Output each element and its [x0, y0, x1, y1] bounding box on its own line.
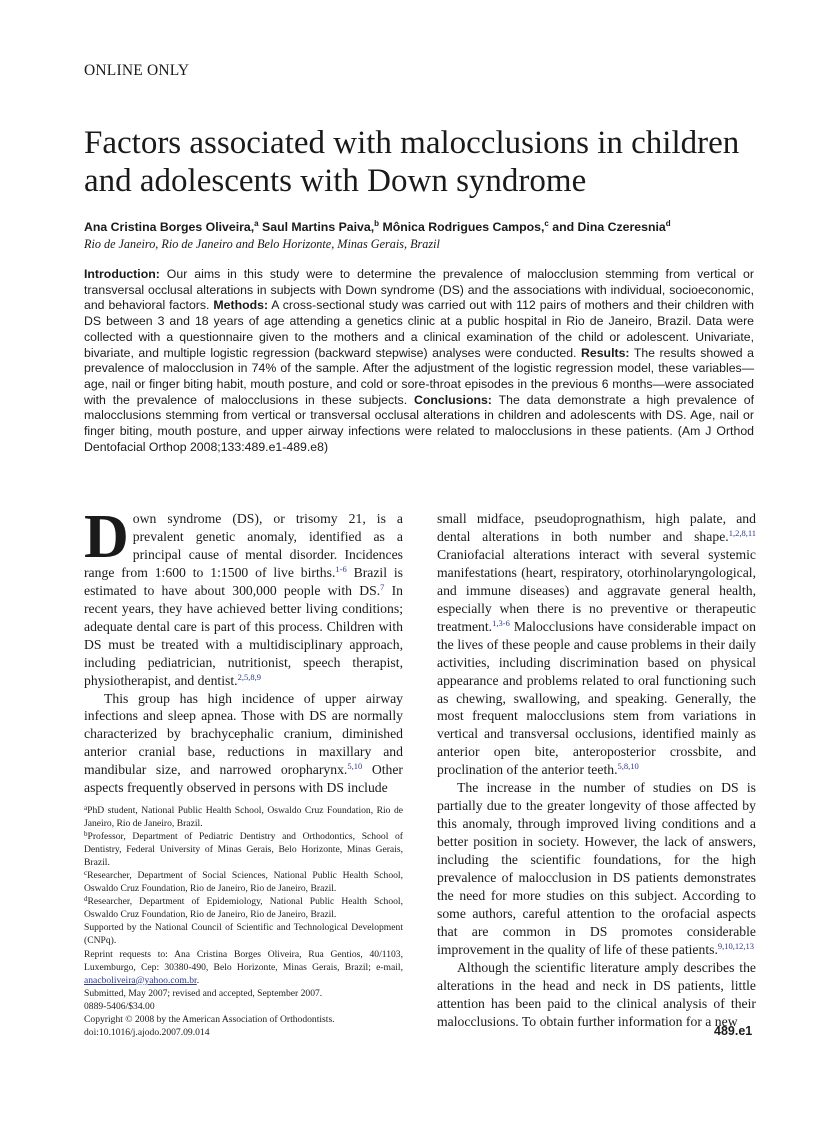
- footnote-text: PhD student, National Public Health School, Oswaldo Cruz Foundation, Rio de Janeiro, Rio de Janeiro, Brazil.: [84, 805, 403, 830]
- citation-link[interactable]: 1,3-6: [492, 617, 510, 628]
- footnote-submitted: Submitted, May 2007; revised and accepted, September 2007.: [84, 987, 323, 999]
- abstract-intro-text: Our aims in this study were to determine the prevalence of malocclusion stemming from vertical or transversal occlusal alterations in subjects with Down syndrome (DS) and the associations with individual, socioeconomic, and behavioral factors.: [84, 267, 754, 313]
- author-affiliation-marker: b: [374, 219, 380, 228]
- body-text: This group has high incidence of upper airway infections and sleep apnea. Those with DS are normally characterized by brachycephalic cranium, diminished anterior cranial base, reductions in maxillary and mandibular size, and narrowed oropharynx.: [84, 690, 403, 778]
- body-text: own syndrome (DS), or trisomy 21, is a prevalent genetic anomaly, identified as a principal cause of mental disorder. Incidences range from 1:600 to 1:1500 of live births.: [84, 511, 403, 580]
- footnote-doi: doi:10.1016/j.ajodo.2007.09.014: [84, 1026, 210, 1038]
- footnote-text: .: [196, 974, 200, 986]
- body-paragraph: [84, 503, 404, 690]
- author-name: and Dina Czeresnia: [552, 220, 666, 234]
- footnote-text: Reprint requests to: Ana Cristina Borges Oliveira, Rua Gentios, 40/1103, Luxemburgo, Cep: 30380-490, Belo Horizonte, Minas Gerais, Brazil; e-mail,: [84, 948, 403, 973]
- author-list: [84, 219, 764, 235]
- author-affiliation-marker: c: [544, 219, 549, 228]
- footnote-issn: 0889-5406/$34.00: [84, 1000, 155, 1012]
- body-column-left: [84, 503, 404, 797]
- body-paragraph: [437, 959, 756, 1031]
- body-paragraph: [437, 779, 756, 959]
- body-paragraph: [437, 510, 756, 779]
- body-text: Other aspects frequently observed in persons with DS include: [84, 762, 403, 796]
- body-text: Craniofacial alterations interact with several systemic manifestations (heart, respiratory, otorhinolaryngological, and immune diseases) and aggravate general health, especially when there is no preventive or therapeutic treatment.: [437, 546, 756, 634]
- abstract-conclusions-text: The data demonstrate a high prevalence of malocclusions stemming from vertical or transversal occlusal alterations in children and adolescents with DS. Age, nail or finger biting, mouth posture, and upper airway infections were related to malocclusions in these patients. (Am J Orthod Dentofacial Orthop 2008;133:489.e1-489.e8): [84, 392, 754, 454]
- abstract-results-text: The results showed a prevalence of malocclusion in 74% of the sample. After the adjustment of the logistic regression model, these variables—age, nail or finger biting habit, mouth posture, and cold or sore-throat episodes in the previous 6 months—were associated with the prevalence of malocclusions in these subjects.: [84, 345, 755, 407]
- drop-cap: D: [84, 503, 129, 571]
- footnote-copyright: Copyright © 2008 by the American Association of Orthodontists.: [84, 1013, 335, 1025]
- body-text: In recent years, they have achieved better living conditions; adequate dental care is part of this process. Children with DS must be treated with a multidisciplinary approach, including pediatrician, nutritionist, speech therapist, physiotherapist, and dentist.: [84, 582, 403, 688]
- citation-link[interactable]: 7: [380, 581, 385, 592]
- footnote-marker: b: [84, 830, 88, 839]
- citation-link[interactable]: 1-6: [335, 563, 347, 574]
- body-column-right: [437, 510, 756, 1031]
- author-name: Ana Cristina Borges Oliveira,: [84, 220, 255, 234]
- author-affiliation-marker: d: [665, 219, 671, 228]
- abstract-methods-label: Methods:: [213, 298, 269, 313]
- footnote-text: Professor, Department of Pediatric Dentistry and Orthodontics, School of Dentistry, Federal University of Minas Gerais, Belo Horizonte, Minas Gerais, Brazil.: [84, 831, 403, 869]
- author-name: Mônica Rodrigues Campos,: [382, 220, 545, 234]
- footnote-reprint: [84, 948, 403, 987]
- abstract-methods-text: A cross-sectional study was carried out with 112 pairs of mothers and their children with DS between 3 and 18 years of age attending a genetics clinic at a public hospital in Rio de Janeiro, Brazil. Data were collected with a questionnaire given to the mothers and a clinical examination of the child or adolescent. Univariate, bivariate, and multiple logistic regression (backward stepwise) analyses were conducted.: [84, 298, 755, 360]
- section-label: ONLINE ONLY: [84, 62, 190, 79]
- footnote-support: Supported by the National Council of Scientific and Technological Development (CNPq).: [84, 922, 403, 947]
- article-title: Factors associated with malocclusions in children and adolescents with Down syndrome: [84, 125, 740, 199]
- abstract-intro-label: Introduction:: [84, 267, 160, 281]
- abstract-conclusions-label: Conclusions:: [414, 392, 492, 407]
- author-locations: Rio de Janeiro, Rio de Janeiro and Belo Horizonte, Minas Gerais, Brazil: [84, 237, 440, 251]
- body-text: Malocclusions have considerable impact on the lives of these people and cause problems in their daily activities, including discrimination based on physical appearance and problems related to oral functioning such as chewing, swallowing, and speaking. Generally, the most frequent malocclusions stem from variations in vertical and transversal occlusions, identified mainly as anterior open bite, anteroposterior crossbite, and proclination of the anterior teeth.: [437, 618, 756, 778]
- author-affiliation-marker: a: [254, 219, 259, 228]
- footnote-d: [84, 895, 403, 921]
- page-number: 489.e1: [714, 1024, 753, 1038]
- footnote-b: [84, 830, 403, 869]
- footnote-marker: a: [84, 804, 88, 812]
- body-paragraph: [84, 690, 403, 798]
- footnote-marker: c: [84, 869, 88, 878]
- email-link[interactable]: anacboliveira@yahoo.com.br: [84, 974, 197, 986]
- abstract: [84, 267, 754, 455]
- footnotes: [84, 804, 403, 1039]
- footnote-marker: d: [84, 895, 88, 904]
- citation-link[interactable]: 5,8,10: [617, 761, 639, 772]
- footnote-c: [84, 869, 403, 895]
- footnote-text: Researcher, Department of Social Sciences, National Public Health School, Oswaldo Cruz Foundation, Rio de Janeiro, Rio de Janeiro, Brazil.: [84, 870, 403, 895]
- body-text: Brazil is estimated to have about 300,000 people with DS.: [84, 564, 404, 598]
- body-text: Although the scientific literature amply describes the alterations in the head and neck in DS patients, little attention has been paid to the clinical analysis of their malocclusions. To obtain further information for a new: [437, 959, 756, 1029]
- body-text: small midface, pseudoprognathism, high palate, and dental alterations in both number and shape.: [437, 511, 756, 544]
- footnote-a: [84, 804, 403, 830]
- citation-link[interactable]: 9,10,12,13: [717, 940, 755, 951]
- abstract-results-label: Results:: [581, 345, 630, 360]
- author-name: Saul Martins Paiva,: [262, 220, 375, 234]
- citation-link[interactable]: 5,10: [347, 761, 363, 772]
- body-text: The increase in the number of studies on DS is partially due to the greater longevity of those affected by this anomaly, through improved living conditions and a better position in society. However, the lack of answers, including the scientific foundations, for the high prevalence of malocclusion in DS patients demonstrates the need for more studies on this subject. According to some authors, careful attention to the orofacial aspects that are common in DS promotes considerable improvement in the quality of life of these patients.: [437, 780, 756, 957]
- citation-link[interactable]: 1,2,8,11: [728, 527, 756, 538]
- footnote-text: Researcher, Department of Epidemiology, National Public Health School, Oswaldo Cruz Foundation, Rio de Janeiro, Rio de Janeiro, Brazil.: [84, 896, 403, 921]
- citation-link[interactable]: 2,5,8,9: [237, 671, 261, 682]
